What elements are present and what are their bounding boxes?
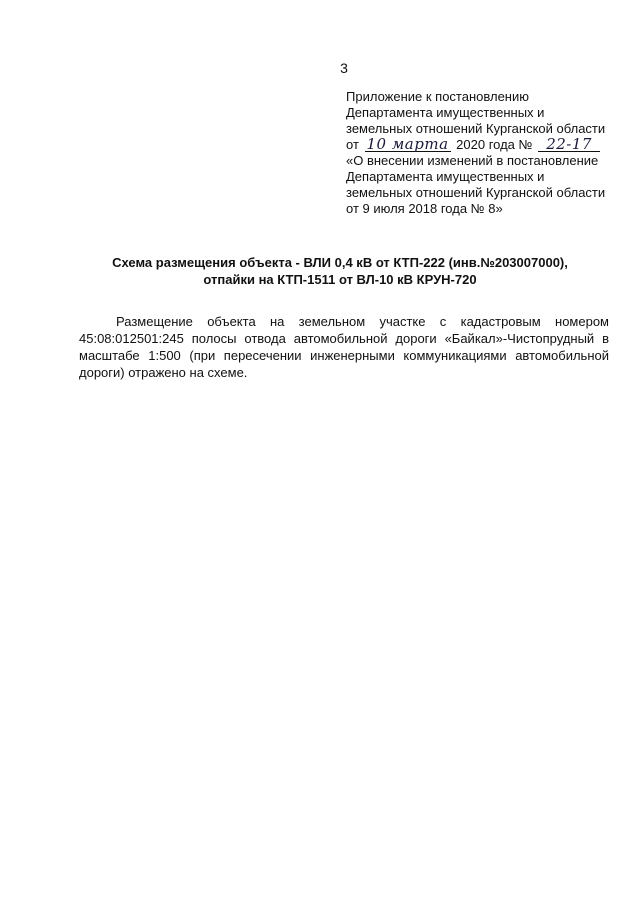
document-title [70,254,610,288]
date-prefix: от [346,137,359,152]
appendix-header [346,89,616,217]
appendix-line-7: земельных отношений Курганской области [346,185,606,200]
appendix-line-1: Приложение к постановлению [346,89,529,104]
body-line-2: 45:08:012501:245 полосы отвода автомобильной дороги «Байкал»-Чистопрудный в [79,331,609,346]
appendix-line-8: от 9 июля 2018 года № 8» [346,201,503,216]
appendix-line-5: «О внесении изменений в постановление [346,153,599,168]
handwritten-number: 22-17 [538,138,600,152]
appendix-line-3: земельных отношений Курганской области [346,121,606,136]
body-line-4: дороги) отражено на схеме. [79,365,248,380]
body-line-1: Размещение объекта на земельном участке с кадастровым номером [116,314,609,329]
appendix-line-2: Департамента имущественных и [346,105,545,120]
body-line-3: масштабе 1:500 (при пересечении инженерными коммуникациями автомобильной [79,348,609,363]
appendix-line-6: Департамента имущественных и [346,169,545,184]
page-number: 3 [340,60,348,76]
body-paragraph [79,313,609,381]
handwritten-date: 10 марта [366,135,449,153]
title-line-1: Схема размещения объекта - ВЛИ 0,4 кВ от КТП-222 (инв.№203007000), [112,255,568,270]
title-line-2: отпайки на КТП-1511 от ВЛ-10 кВ КРУН-720 [203,272,477,287]
appendix-date-line [346,137,616,153]
date-year: 2020 года № [456,137,533,152]
